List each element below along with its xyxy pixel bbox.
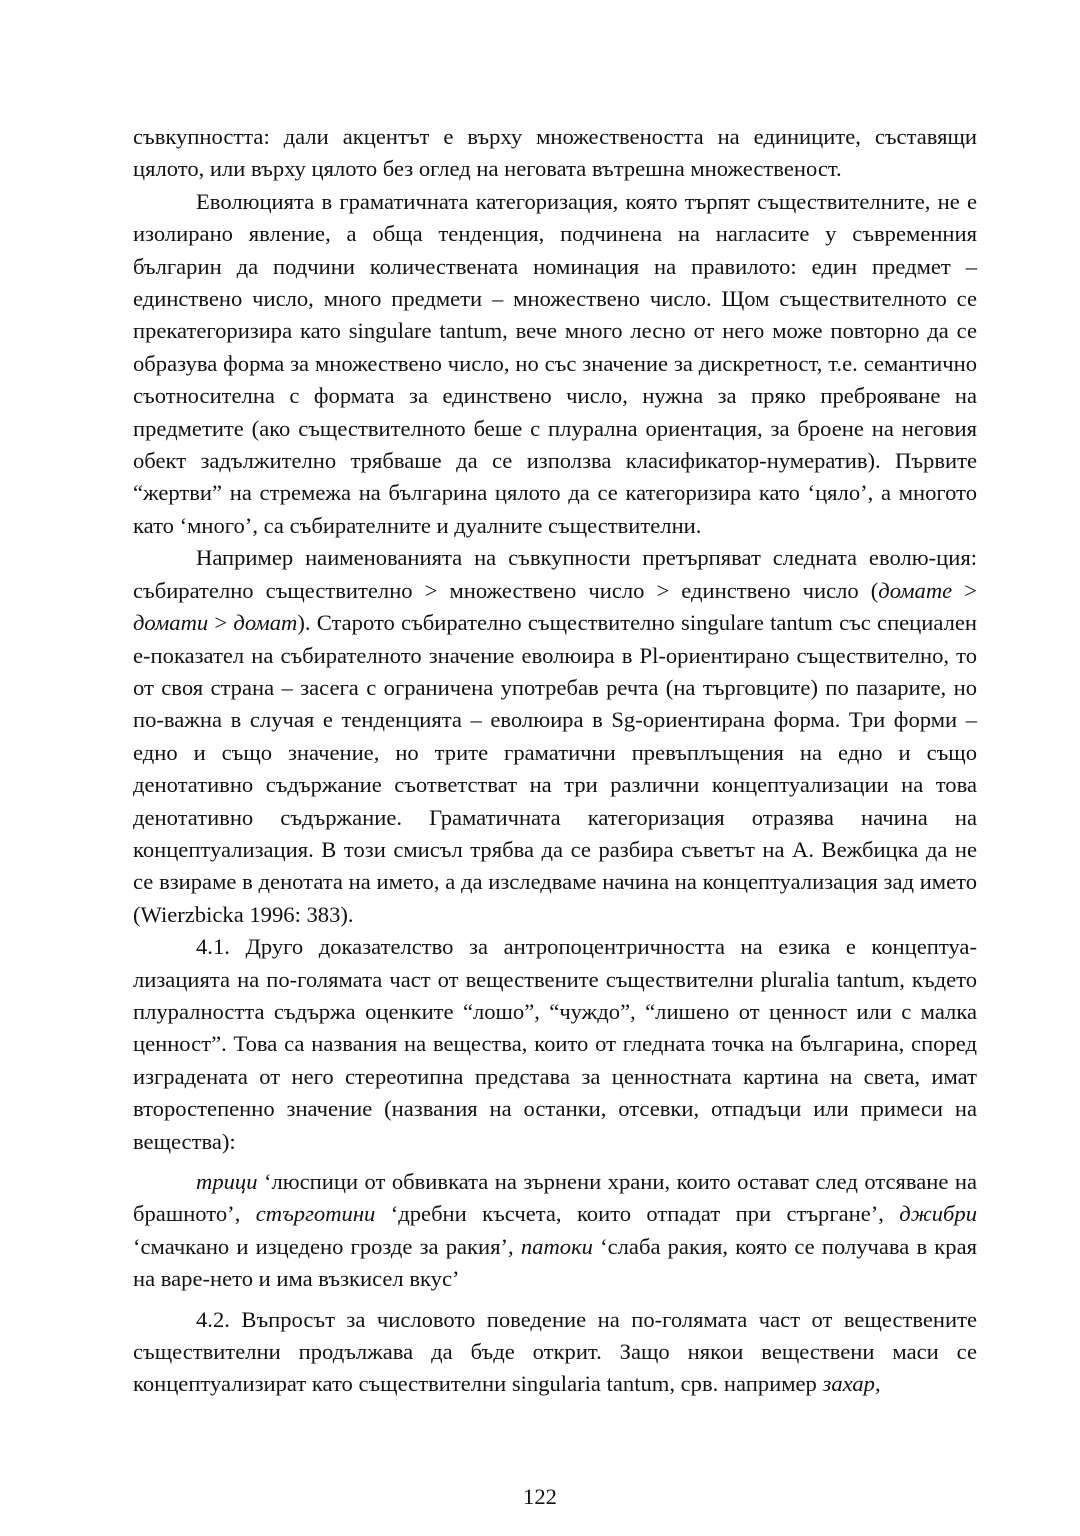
text-segment: > bbox=[952, 577, 978, 603]
text-segment: ‘дребни късчета, които отпадат при стъргане’, bbox=[375, 1201, 900, 1227]
italic-term: стърготини bbox=[255, 1201, 376, 1227]
italic-term: захар bbox=[822, 1371, 875, 1397]
page-body bbox=[133, 121, 977, 1401]
text-segment: ‘смачкано и изцедено грозде за ракия’, bbox=[133, 1233, 521, 1259]
italic-term: патоки bbox=[520, 1233, 593, 1259]
paragraph-5 bbox=[133, 1304, 977, 1401]
text-segment: , bbox=[874, 1371, 881, 1397]
italic-term: джибри bbox=[899, 1201, 977, 1227]
text-segment: Например наименованията на съвкупности претърпяват следната еволю-ция: събирателно съществително > множествено число > единствено число ( bbox=[133, 545, 977, 603]
text-segment: > bbox=[208, 610, 234, 636]
text-segment: ‘люспици от обвивката на зърнени храни, които остават след отсяване на брашното’, bbox=[133, 1169, 977, 1227]
paragraph-3 bbox=[133, 931, 977, 1158]
text-segment: 4.1. Друго доказателство за антропоцентричността на езика е концептуализацията на по-голямата част от веществените съществителни pluralia tantum, където плуралността съдържа оценките “лошо”, “чуждо”, “лишено от ценност или с малка ценност”. Това са названия на вещества, които от гледната точка на българина, според изградената от него стереотипна представа за ценностната картина на света, имат второстепенно значение (названия на останки, отсевки, отпадъци или примеси на вещества): bbox=[133, 934, 977, 1154]
text-segment: Еволюцията в граматичната категоризация, която търпят съществителните, не е изолирано явление, а обща тенденция, подчинена на нагласите у съвременния българин да подчини количествената номинация на правилото: един предмет – единствено число, много предмети – множествено число. Щом съществителното се прекатегоризира като singulare tantum, вече много лесно от него може повторно да се образува форма за множествено число, но със значение за дискретност, т.е. семантично съотносителна с формата за единствено число, нужна за пряко преброяване на предметите (ако съществителното беше с плурална ориентация, за броене на неговия обект задължително трябваше да се използва класификатор-нумератив). Първите “жертви” на стремежа на българина цялото да се категоризира като ‘цяло’, а многото като ‘много’, са събирателните и дуалните съществителни. bbox=[133, 188, 977, 538]
italic-term: домат bbox=[233, 610, 298, 636]
italic-term: домати bbox=[133, 610, 209, 636]
text-segment: ). Старото събирателно съществително singulare tantum със специален е-показател на събирателното значение еволюира в Pl-ориентирано съществително, то от своя страна – засега с ограничена употребав речта (на търговците) по пазарите, но по-важна в случая е тенденцията – еволюира в Sg-ориентирана форма. Три форми – едно и също значение, но трите граматични превъплъщения на едно и също денотативно съдържание съответстват на три различни концептуализации на това денотативно съдържание. Граматичната категоризация отразява начина на концептуализация. В този смисъл трябва да се разбира съветът на А. Вежбицка да не се взираме в денотата на името, а да изследваме начина на концептуализация зад името (Wierzbicka 1996: 383). bbox=[133, 610, 977, 927]
page-number: 122 bbox=[523, 1484, 557, 1509]
paragraph-1 bbox=[133, 186, 977, 542]
paragraph-4-examples bbox=[133, 1166, 977, 1296]
italic-term: трици bbox=[196, 1169, 258, 1194]
text-segment: ‘слаба ракия, която се получава в края на варе-нето и има възкисел вкус’ bbox=[133, 1233, 977, 1292]
text-segment: 4.2. Въпросът за числовото поведение на по-голямата част от веществените съществителни продължава да бъде открит. Защо някои веществени маси се концептуализират като съществителни singularia tantum, срв. например bbox=[133, 1306, 977, 1397]
text-segment: съвкупността: дали акцентът е върху множествеността на единиците, съставящи цялото, или върху цялото без оглед на неговата вътрешна множественост. bbox=[133, 124, 977, 182]
paragraph-2 bbox=[133, 542, 977, 931]
paragraph-0 bbox=[133, 121, 977, 186]
italic-term: домате bbox=[878, 577, 953, 603]
